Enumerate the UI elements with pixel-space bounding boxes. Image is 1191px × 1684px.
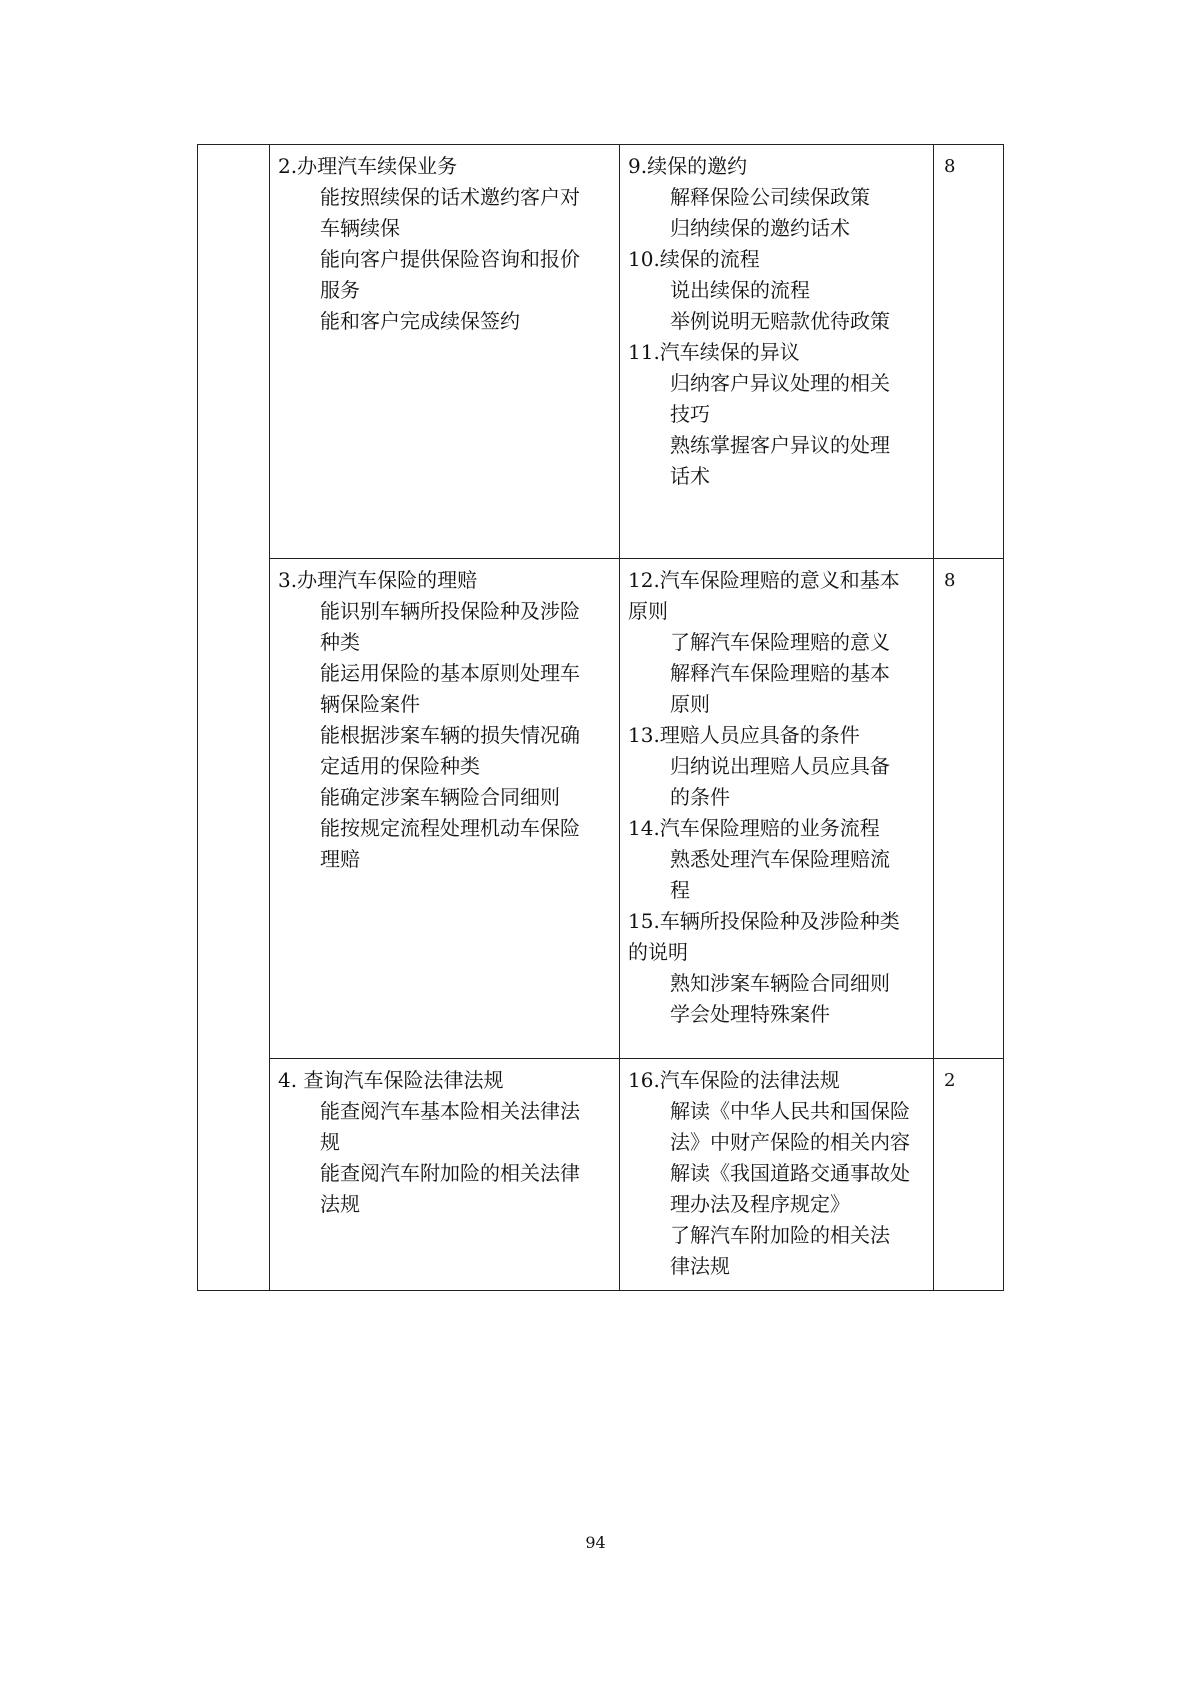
skill-item: 定适用的保险种类 <box>320 754 480 778</box>
hours-cell <box>934 1059 1004 1291</box>
skill-item: 能按规定流程处理机动车保险 <box>320 816 580 840</box>
knowledge-item: 说出续保的流程 <box>670 278 810 302</box>
knowledge-heading: 11.汽车续保的异议 <box>628 340 800 364</box>
knowledge-item: 归纳说出理赔人员应具备 <box>670 754 890 778</box>
knowledge-cell <box>620 1059 934 1291</box>
knowledge-item: 归纳续保的邀约话术 <box>670 216 850 240</box>
knowledge-heading: 9.续保的邀约 <box>628 154 748 178</box>
hours-cell <box>934 145 1004 559</box>
knowledge-heading: 13.理赔人员应具备的条件 <box>628 723 860 747</box>
knowledge-item: 了解汽车附加险的相关法 <box>670 1223 890 1247</box>
skill-item: 法规 <box>320 1192 360 1216</box>
knowledge-item: 技巧 <box>670 402 710 426</box>
knowledge-item: 学会处理特殊案件 <box>670 1002 830 1026</box>
hours-value: 8 <box>944 156 956 177</box>
knowledge-item: 解读《我国道路交通事故处 <box>670 1161 910 1185</box>
knowledge-item: 了解汽车保险理赔的意义 <box>670 630 890 654</box>
knowledge-item: 原则 <box>670 692 710 716</box>
knowledge-item: 归纳客户异议处理的相关 <box>670 371 890 395</box>
skill-item: 能确定涉案车辆险合同细则 <box>320 785 560 809</box>
knowledge-item: 程 <box>670 878 690 902</box>
skill-cell <box>270 1059 620 1291</box>
knowledge-item: 法》中财产保险的相关内容 <box>670 1130 910 1154</box>
knowledge-item: 解释汽车保险理赔的基本 <box>670 661 890 685</box>
skill-item: 辆保险案件 <box>320 692 420 716</box>
skill-item: 规 <box>320 1130 340 1154</box>
skill-cell <box>270 559 620 1059</box>
knowledge-heading: 10.续保的流程 <box>628 247 760 271</box>
module-cell <box>198 145 270 1291</box>
skill-item: 能查阅汽车附加险的相关法律 <box>320 1161 580 1185</box>
knowledge-item: 熟练掌握客户异议的处理 <box>670 433 890 457</box>
skill-item: 能识别车辆所投保险种及涉险 <box>320 599 580 623</box>
skill-cell <box>270 145 620 559</box>
knowledge-item: 理办法及程序规定》 <box>670 1192 850 1216</box>
skill-item: 车辆续保 <box>320 216 400 240</box>
skill-item: 能向客户提供保险咨询和报价 <box>320 247 580 271</box>
skill-item: 能查阅汽车基本险相关法律法 <box>320 1099 580 1123</box>
knowledge-item: 解释保险公司续保政策 <box>670 185 870 209</box>
skill-item: 能和客户完成续保签约 <box>320 309 520 333</box>
knowledge-heading: 的说明 <box>628 940 688 964</box>
skill-title: 2.办理汽车续保业务 <box>278 154 458 178</box>
knowledge-item: 熟悉处理汽车保险理赔流 <box>670 847 890 871</box>
knowledge-cell <box>620 145 934 559</box>
skill-item: 能运用保险的基本原则处理车 <box>320 661 580 685</box>
knowledge-heading: 14.汽车保险理赔的业务流程 <box>628 816 880 840</box>
knowledge-item: 熟知涉案车辆险合同细则 <box>670 971 890 995</box>
skill-item: 理赔 <box>320 847 360 871</box>
hours-value: 8 <box>944 570 956 591</box>
knowledge-cell <box>620 559 934 1059</box>
knowledge-item: 解读《中华人民共和国保险 <box>670 1099 910 1123</box>
table-row <box>198 1059 1004 1291</box>
skill-item: 服务 <box>320 278 360 302</box>
knowledge-heading: 15.车辆所投保险种及涉险种类 <box>628 909 900 933</box>
knowledge-item: 话术 <box>670 464 710 488</box>
knowledge-heading: 12.汽车保险理赔的意义和基本 <box>628 568 900 592</box>
hours-cell <box>934 559 1004 1059</box>
table-row <box>198 559 1004 1059</box>
hours-value: 2 <box>944 1070 956 1091</box>
knowledge-heading: 原则 <box>628 599 668 623</box>
skill-title: 3.办理汽车保险的理赔 <box>278 568 478 592</box>
page-number: 94 <box>585 1533 606 1552</box>
skill-item: 能按照续保的话术邀约客户对 <box>320 185 580 209</box>
knowledge-item: 的条件 <box>670 785 730 809</box>
curriculum-table <box>197 144 1004 1291</box>
skill-item: 能根据涉案车辆的损失情况确 <box>320 723 580 747</box>
skill-item: 种类 <box>320 630 360 654</box>
knowledge-item: 举例说明无赔款优待政策 <box>670 309 890 333</box>
knowledge-item: 律法规 <box>670 1254 730 1278</box>
table-row <box>198 145 1004 559</box>
skill-title: 4. 查询汽车保险法律法规 <box>278 1068 504 1092</box>
knowledge-heading: 16.汽车保险的法律法规 <box>628 1068 840 1092</box>
